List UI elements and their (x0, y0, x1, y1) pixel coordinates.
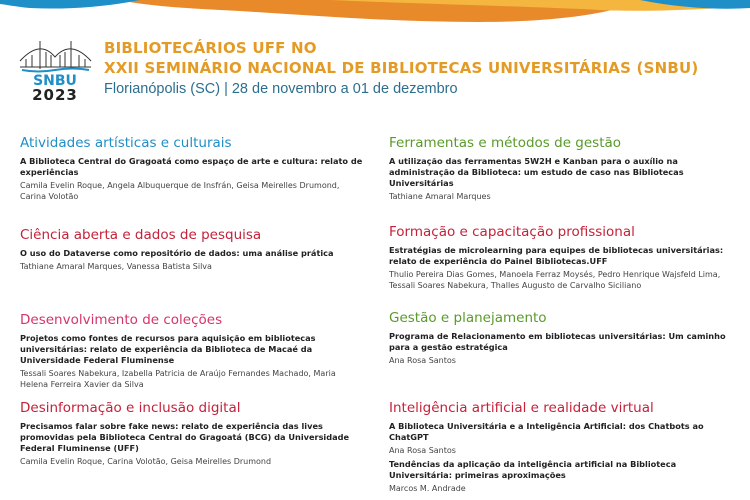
bridge-icon (18, 37, 93, 101)
snbu-logo (18, 37, 93, 101)
event-place-date: Florianópolis (SC) | 28 de novembro a 01 de dezembro (104, 81, 458, 97)
section-gestao (389, 310, 741, 369)
section-ia (389, 400, 741, 497)
paper-authors: Tathiane Amaral Marques, Vanessa Batista Silva (20, 262, 212, 271)
paper-authors: Tathiane Amaral Marques (389, 192, 491, 201)
page-header (104, 38, 744, 97)
paper-title: A Biblioteca Central do Gragoatá como espaço de arte e cultura: relato de experiências (20, 156, 363, 177)
logo-text-snbu: SNBU (33, 73, 77, 89)
category-title: Inteligência artificial e realidade virtual (389, 400, 654, 416)
paper-authors: Ana Rosa Santos (389, 446, 456, 455)
section-artes (20, 135, 365, 205)
paper-authors: Tessali Soares Nabekura, Izabella Patricia de Araújo Fernandes Machado, Maria Helena Ferreira Xavier da Silva (20, 369, 336, 389)
category-title: Ciência aberta e dados de pesquisa (20, 227, 262, 243)
category-title: Desenvolvimento de coleções (20, 312, 223, 328)
paper-title: Programa de Relacionamento em bibliotecas universitárias: Um caminho para a gestão estratégica (389, 331, 726, 352)
category-title: Formação e capacitação profissional (389, 224, 635, 240)
paper-authors: Camila Evelin Roque, Carina Volotão, Geisa Meirelles Drumond (20, 457, 272, 466)
paper-title: O uso do Dataverse como repositório de dados: uma análise prática (20, 248, 334, 258)
paper-title: Tendências da aplicação da inteligência artificial na Biblioteca Universitária: primeiras aproximações (389, 459, 677, 480)
title-line-1: BIBLIOTECÁRIOS UFF NO (104, 39, 317, 57)
top-wave-banner (0, 0, 750, 40)
paper-title: A utilização das ferramentas 5W2H e Kanban para o auxílio na administração da Biblioteca: um estudo de caso nas Bibliotecas Universitárias (389, 156, 684, 188)
title-line-2: XXII SEMINÁRIO NACIONAL DE BIBLIOTECAS UNIVERSITÁRIAS (SNBU) (104, 59, 699, 77)
paper-title: Precisamos falar sobre fake news: relato de experiência das lives promovidas pela Biblioteca Central do Gragoatá (BCG) da Universidade Federal Fluminense (UFF) (20, 421, 350, 453)
category-title: Ferramentas e métodos de gestão (389, 135, 622, 151)
section-ciencia-aberta (20, 227, 365, 275)
logo-text-year: 2023 (32, 86, 78, 101)
section-desinformacao (20, 400, 365, 470)
category-title: Gestão e planejamento (389, 310, 547, 326)
category-title: Atividades artísticas e culturais (20, 135, 232, 151)
section-colecoes (20, 312, 365, 393)
paper-authors: Thulio Pereira Dias Gomes, Manoela Ferraz Moysés, Pedro Henrique Wajsfeld Lima, Tessali Soares Nabekura, Thalles Augusto de Carvalho Siciliano (389, 270, 721, 290)
paper-authors: Camila Evelin Roque, Angela Albuquerque de Insfrán, Geisa Meirelles Drumond, Carina Volotão (20, 181, 340, 201)
paper-title: Projetos como fontes de recursos para aquisição em bibliotecas universitárias: relato de experiência da Biblioteca de Macaé da Universidade Federal Fluminense (20, 333, 316, 365)
category-title: Desinformação e inclusão digital (20, 400, 241, 416)
paper-authors: Marcos M. Andrade (389, 484, 466, 493)
paper-authors: Ana Rosa Santos (389, 356, 456, 365)
section-ferramentas (389, 135, 741, 205)
paper-title: Estratégias de microlearning para equipes de bibliotecas universitárias: relato de experiência do Painel Bibliotecas.UFF (389, 245, 724, 266)
paper-title: A Biblioteca Universitária e a Inteligência Artificial: dos Chatbots ao ChatGPT (389, 421, 704, 442)
section-formacao (389, 224, 741, 294)
